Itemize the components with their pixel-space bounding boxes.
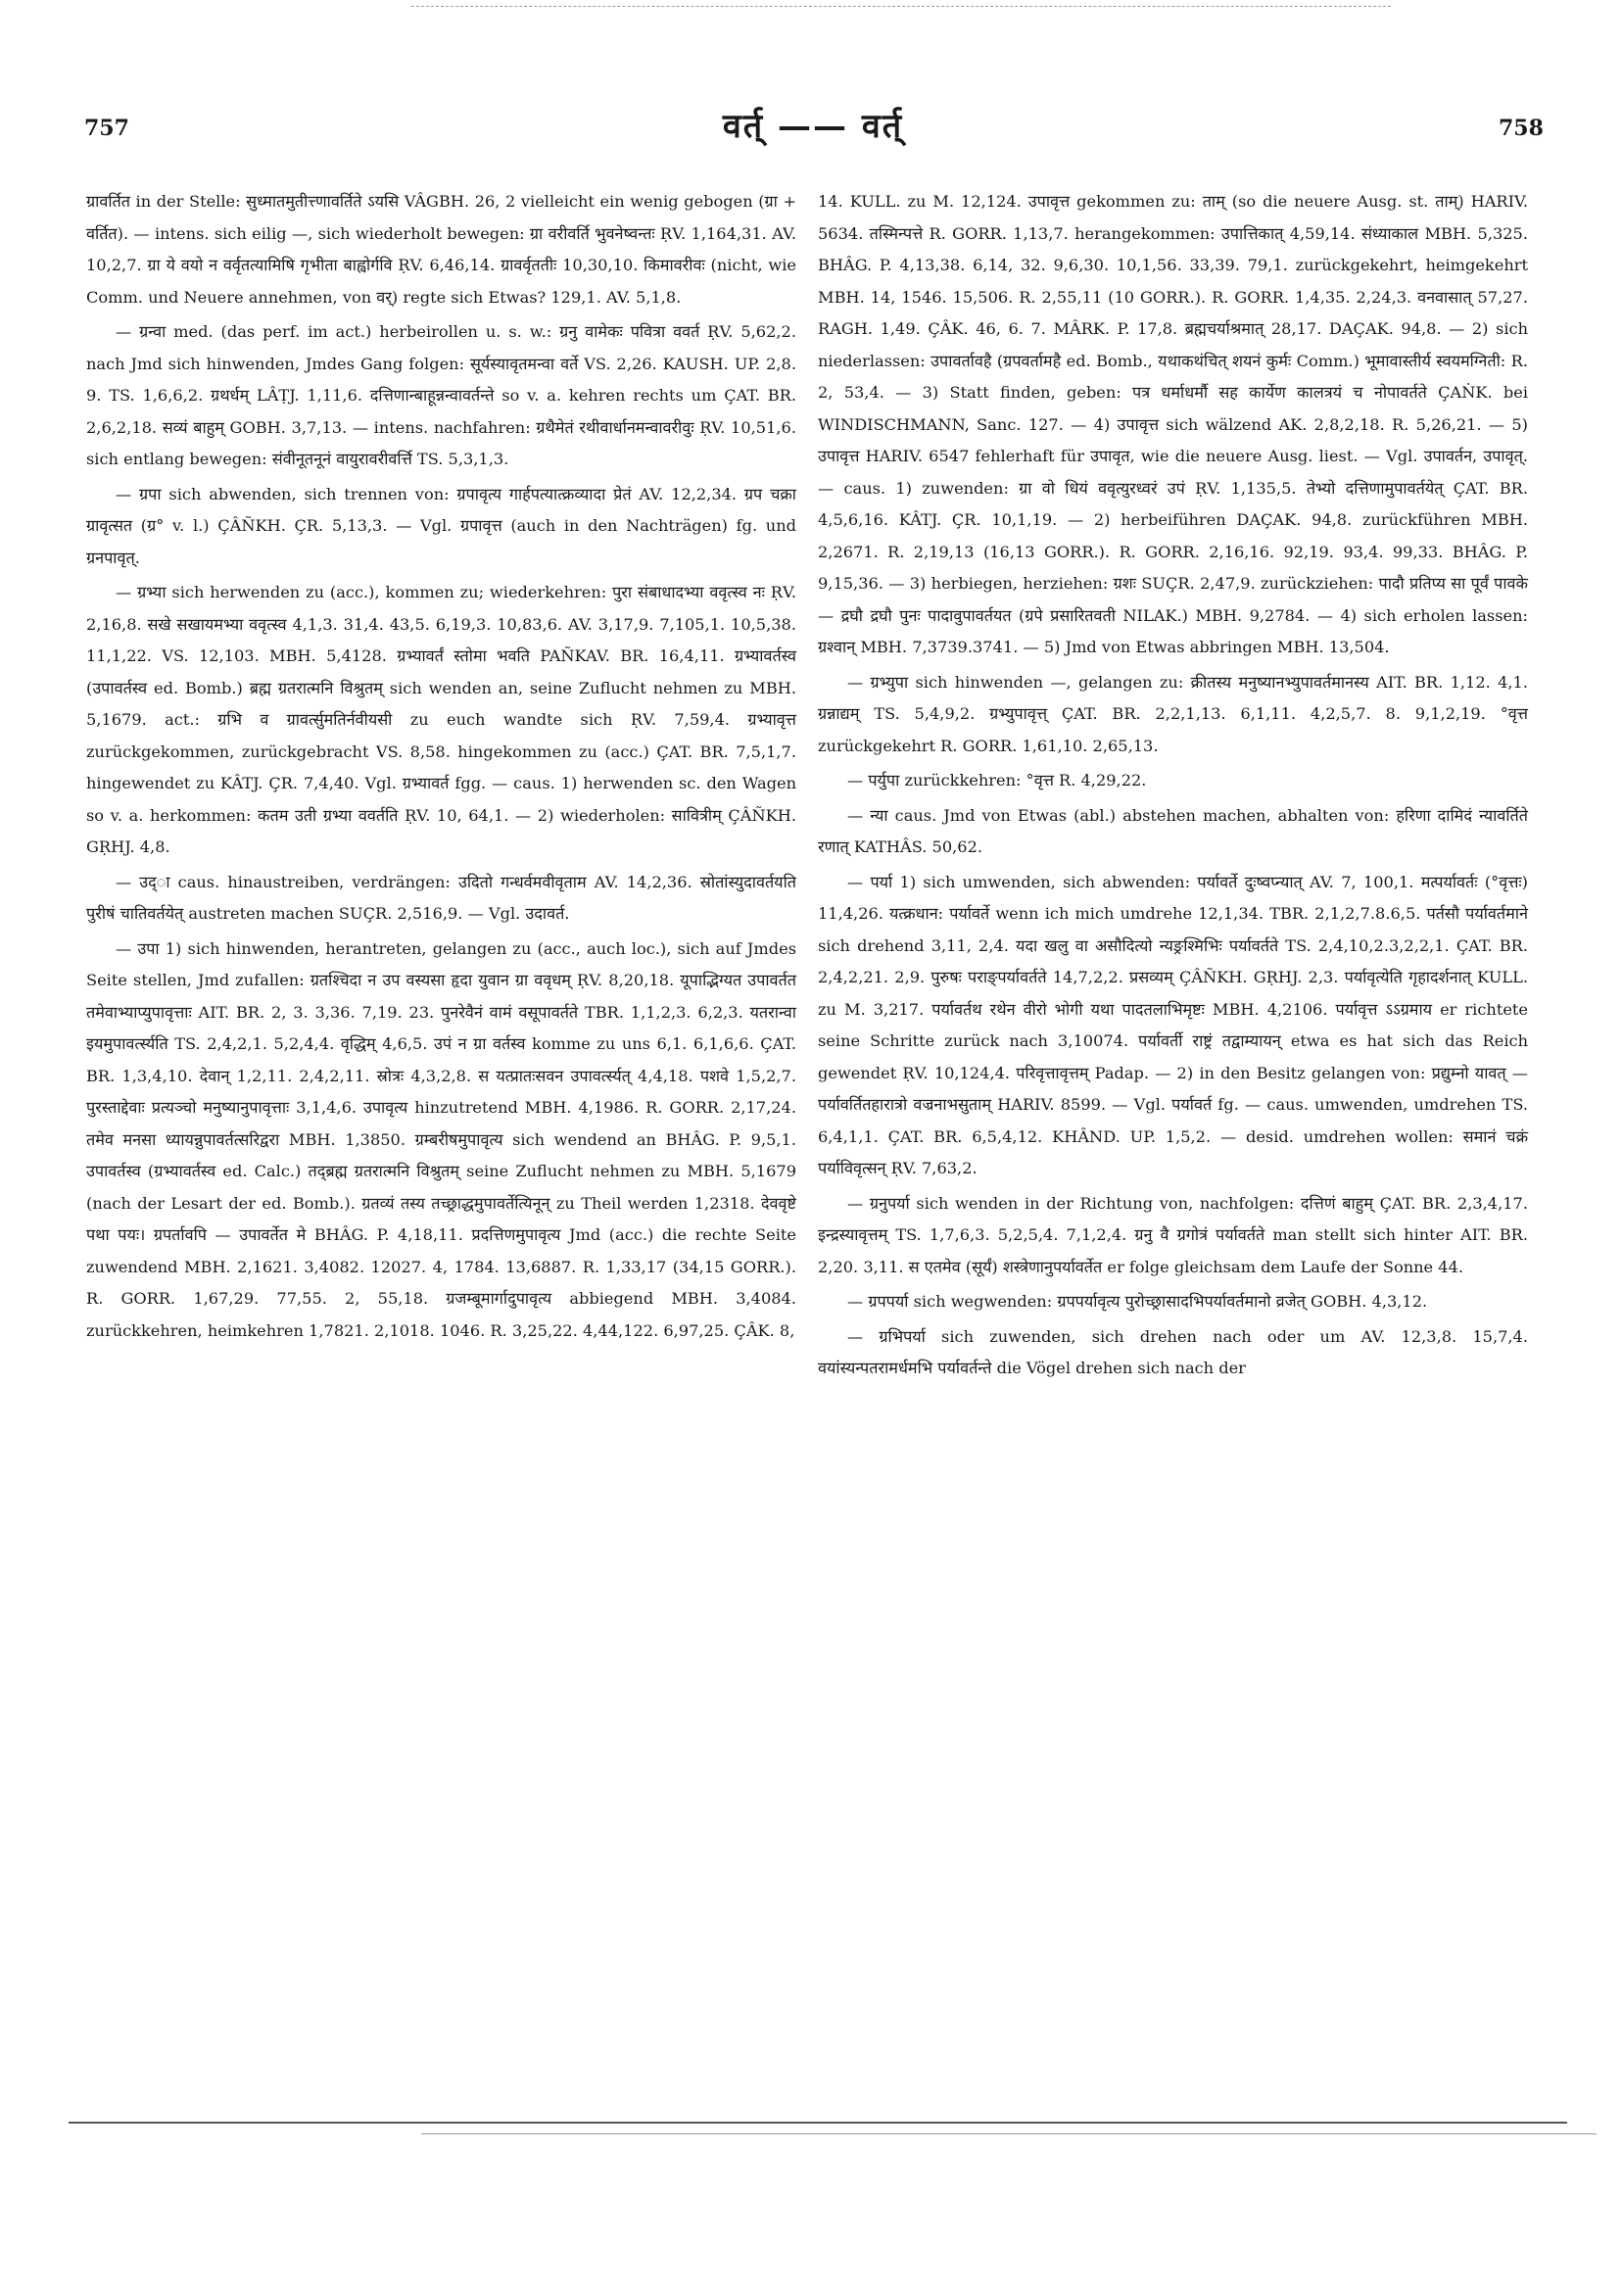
top-rule <box>411 6 1391 7</box>
entry-paragraph: — पर्युपा zurückkehren: °वृत्त R. 4,29,22. <box>847 771 1147 789</box>
right-column <box>818 186 1528 1388</box>
left-page-number: 757 <box>84 116 129 141</box>
entry-paragraph: — पर्या 1) sich umwenden, sich abwenden: पर्यावर्ते दुःष्वप्न्यात् AV. 7, 100,1. मत्पर्यावर्तः (°वृत्तः) 11,4,26. यत्क्रधान: पर्यावर्ते wenn ich mich umdrehe 12,1,34. TBR. 2,1,2,7.8.6,5. पर्तसौ पर्यावर्तमाने sich drehend 3,11, 2,4. यदा खलु वा असौदित्यो न्यङ्रश्मिभिः पर्यावर्तते TS. 2,4,10,2.3,2,2,1. ÇAT. BR. 2,4,2,21. 2,9. पुरुषः पराङ्पर्यावर्तते 14,7,2,2. प्रसव्यम् ÇÂÑKH. GṚHJ. 2,3. पर्यावृत्येति गृहादर्शनात् KULL. zu M. 3,217. पर्यावर्तथ रथेन वीरो भोगी यथा पादतलाभिमृष्टः MBH. 4,2106. पर्यावृत्त ऽऽग्रमाय er richtete seine Schritte zurück nach 3,10074. पर्यावर्ती राष्ट्रं तद्वाम्यायन् etwa es hat sich das Reich gewendet ṚV. 10,124,4. परिवृत्तावृत्तम् Padap. — 2) in den Besitz gelangen von: प्रद्युम्नो यावत् — पर्यावर्तितहारात्रो वज्रनाभसुताम् HARIV. 8599. — Vgl. पर्यावर्त fg. — caus. umwenden, umdrehen TS. 6,4,1,1. ÇAT. BR. 6,5,4,12. KHÂND. UP. 1,5,2. — desid. umdrehen wollen: समानं चक्रं पर्याविवृत्सन् ṚV. 7,63,2. <box>818 872 1528 1177</box>
entry-paragraph: — ग्रभ्या sich herwenden zu (acc.), kommen zu; wiederkehren: पुरा संबाधादभ्या ववृत्स्व नः ṚV. 2,16,8. सखे सखायमभ्या ववृत्स्व 4,1,3. 31,4. 43,5. 6,19,3. 10,83,6. AV. 3,17,9. 7,105,1. 10,5,38. 11,1,22. VS. 12,103. MBH. 5,4128. ग्रभ्यावर्तं स्तोमा भवति PAÑKAV. BR. 16,4,11. ग्रभ्यावर्तस्व (उपावर्तस्व ed. Bomb.) ब्रह्म ग्रतरात्मनि विश्रुतम् sich wenden an, seine Zuflucht nehmen zu MBH. 5,1679. act.: ग्रभि व ग्रावर्त्सुमतिर्नवीयसी zu euch wandte sich ṚV. 7,59,4. ग्रभ्यावृत्त zurückgekommen, zurückgebracht VS. 8,58. hingekommen zu (acc.) ÇAT. BR. 7,5,1,7. hingewendet zu KÂTJ. ÇR. 7,4,40. Vgl. ग्रभ्यावर्त fgg. — caus. 1) herwenden sc. den Wagen so v. a. herkommen: कतम उती ग्रभ्या ववर्तति ṚV. 10, 64,1. — 2) wiederholen: सावित्रीम् ÇÂÑKH. GṚHJ. 4,8. <box>86 583 796 856</box>
entry-paragraph: ग्रावर्तित in der Stelle: सुध्मातमुतीत्त्णावर्तिते ऽयसि VÂGBH. 26, 2 vielleicht ein wenig gebogen (ग्रा + वर्तित). — intens. sich eilig —, sich wiederholt bewegen: ग्रा वरीवर्ति भुवनेष्वन्तः ṚV. 1,164,31. AV. 10,2,7. ग्रा ये वयो न वर्वृतत्यामिषि गृभीता बाह्वोर्गवि ṚV. 6,46,14. ग्रावर्वृततीः 10,30,10. किमावरीवः (nicht, wie Comm. und Neuere annehmen, von वर्) regte sich Etwas? 129,1. AV. 5,1,8. <box>86 192 796 307</box>
entry-paragraph: — न्या caus. Jmd von Etwas (abl.) abstehen machen, abhalten von: हरिणा दामिदं न्यावर्तिते रणात् KATHÂS. 50,62. <box>818 805 1528 856</box>
page-header: वर्त् —— वर्त् <box>722 107 904 146</box>
right-page-number: 758 <box>1499 116 1544 141</box>
entry-paragraph: — ग्रभिपर्या sich zuwenden, sich drehen nach oder um AV. 12,3,8. 15,7,4. वयांस्यन्पतरामर्धमभि पर्यावर्तन्ते die Vögel drehen sich nach der <box>818 1326 1528 1377</box>
entry-paragraph: — ग्रन्वा med. (das perf. im act.) herbeirollen u. s. w.: ग्रनु वामेकः पवित्रा ववर्त ṚV. 5,62,2. nach Jmd sich hinwenden, Jmdes Gang folgen: सूर्यस्यावृतमन्वा वर्ते VS. 2,26. KAUSH. UP. 2,8. 9. TS. 1,6,6,2. ग्रथर्धम् LÂṬJ. 1,11,6. दत्तिणान्बाहून्नन्वावर्तन्ते so v. a. kehren rechts um ÇAT. BR. 2,6,2,18. सव्यं बाहुम् GOBH. 3,7,13. — intens. nachfahren: ग्रथैमेतं रथीवार्धानमन्वावरीवुः ṚV. 10,51,6. sich entlang bewegen: संवीनूतनूनं वायुरावरीवर्त्ति TS. 5,3,1,3. <box>86 322 796 468</box>
bottom-rule-thin <box>421 2133 1597 2134</box>
entry-paragraph: — उद्ा caus. hinaustreiben, verdrängen: उदितो गन्धर्वमवीवृताम AV. 14,2,36. स्रोतांस्युदावर्तयति पुरीषं चातिवर्तयेत् austreten machen SUÇR. 2,516,9. — Vgl. उदावर्त. <box>86 872 796 923</box>
entry-paragraph: 14. KULL. zu M. 12,124. उपावृत्त gekommen zu: ताम् (so die neuere Ausg. st. ताम्) HARIV. 5634. तस्मिन्पत्ते R. GORR. 1,13,7. herangekommen: उपात्तिकात् 4,59,14. संध्याकाल MBH. 5,325. BHÂG. P. 4,13,38. 6,14, 32. 9,6,30. 10,1,56. 33,39. 79,1. zurückgekehrt, heimgekehrt MBH. 14, 1546. 15,506. R. 2,55,11 (10 GORR.). R. GORR. 1,4,35. 2,24,3. वनवासात् 57,27. RAGH. 1,49. ÇÂK. 46, 6. 7. MÂRK. P. 17,8. ब्रह्मचर्याश्रमात् 28,17. DAÇAK. 94,8. — 2) sich niederlassen: उपावर्तावहै (ग्रपवर्तामहै ed. Bomb., यथाकथंचित् शयनं कुर्मः Comm.) भूमावास्तीर्य स्वयमग्निती: R. 2, 53,4. — 3) Statt finden, geben: पत्र धर्माधर्मौ सह कार्येण कालत्रयं च नोपावर्तते ÇAṄK. bei WINDISCHMANN, Sanc. 127. — 4) उपावृत्त sich wälzend AK. 2,8,2,18. R. 5,26,21. — 5) उपावृत्त HARIV. 6547 fehlerhaft für उपावृत, wie die neuere Ausg. liest. — Vgl. उपावर्तन, उपावृत्. — caus. 1) zuwenden: ग्रा वो धियं ववृत्युरध्वरं उपं ṚV. 1,135,5. तेभ्यो दत्तिणामुपावर्तयेत् ÇAT. BR. 4,5,6,16. KÂTJ. ÇR. 10,1,19. — 2) herbeiführen DAÇAK. 94,8. zurückführen MBH. 2,2671. R. 2,19,13 (16,13 GORR.). R. GORR. 2,16,16. 92,19. 93,4. 99,33. BHÂG. P. 9,15,36. — 3) herbiegen, herziehen: ग्रशः SUÇR. 2,47,9. zurückziehen: पादौ प्रतिप्य सा पूर्वं पावके — द्रघौ द्रघौ पुनः पादावुपावर्तयत (ग्रपे प्रसारितवती NILAK.) MBH. 9,2784. — 4) sich erholen lassen: ग्रश्वान् MBH. 7,3739.3741. — 5) Jmd von Etwas abbringen MBH. 13,504. <box>818 192 1528 656</box>
entry-paragraph: — ग्रभ्युपा sich hinwenden —, gelangen zu: क्रीतस्य मनुष्यानभ्युपावर्तमानस्य AIT. BR. 1,12. 4,1. ग्रन्नाद्यम् TS. 5,4,9,2. ग्रभ्युपावृत्त् ÇAT. BR. 2,2,1,13. 6,1,11. 4,2,5,7. 8. 9,1,2,19. °वृत्त zurückgekehrt R. GORR. 1,61,10. 2,65,13. <box>818 672 1528 755</box>
left-column <box>86 186 796 1350</box>
bottom-rule <box>69 2122 1567 2124</box>
entry-paragraph: — ग्रनुपर्या sich wenden in der Richtung von, nachfolgen: दत्तिणं बाहुम् ÇAT. BR. 2,3,4,17. इन्द्रस्यावृत्तम् TS. 1,7,6,3. 5,2,5,4. 7,1,2,4. ग्रनु वै ग्रगोत्रं पर्यावर्तते man stellt sich hinter AIT. BR. 2,20. 3,11. स एतमेव (सूर्यं) शस्त्रेणानुपर्यावर्तेत er folge gleichsam dem Laufe der Sonne 44. <box>818 1193 1528 1276</box>
entry-paragraph: — ग्रपपर्या sich wegwenden: ग्रपपर्यावृत्य पुरोच्छ्रासादभिपर्यावर्तमानो व्रजेत् GOBH. 4,3,12. <box>847 1292 1428 1311</box>
entry-paragraph: — उपा 1) sich hinwenden, herantreten, gelangen zu (acc., auch loc.), sich auf Jmdes Seite stellen, Jmd zufallen: ग्रतश्चिदा न उप वस्यसा हृदा युवान ग्रा ववृधम् ṚV. 8,20,18. यूपाद्भिग्यत उपावर्तत तमेवाभ्याप्युपावृत्ताः AIT. BR. 2, 3. 3,36. 7,19. 23. पुनरेवैनं वामं वसूपावर्तते TBR. 1,1,2,3. 6,2,3. यतरान्वा इयमुपावर्त्स्यति TS. 2,4,2,1. 5,2,4,4. वृद्धिम् 4,6,5. उपं न ग्रा वर्तस्व komme zu uns 6,1. 6,1,6,6. ÇAT. BR. 1,3,4,10. देवान् 1,2,11. 2,4,2,11. स्रोत्रः 4,3,2,8. स यत्प्रातःसवन उपावर्त्स्यत् 4,4,18. पशवे 1,5,2,7. पुरस्ताद्देवाः प्रत्यञ्चो मनुष्यानुपावृत्ताः 3,1,4,6. उपावृत्य hinzutretend MBH. 4,1986. R. GORR. 2,17,24. तमेव मनसा ध्यायन्नुपावर्तत्सरिद्वरा MBH. 1,3850. ग्रम्बरीषमुपावृत्य sich wendend an BHÂG. P. 9,5,1. उपावर्तस्व (ग्रभ्यावर्तस्व ed. Calc.) तद्ब्रह्म ग्रतरात्मनि विश्रुतम् seine Zuflucht nehmen zu MBH. 5,1679 (nach der Lesart der ed. Bomb.). ग्रतव्यं तस्य तच्छ्राद्धमुपावर्तेत्यिनून् zu Theil werden 1,2318. देववृष्टे पथा पयः। ग्रपर्तावपि — उपावर्तेत मे BHÂG. P. 4,18,11. प्रदत्तिणमुपावृत्य Jmd (acc.) die rechte Seite zuwendend MBH. 2,1621. 3,4082. 12027. 4, 1784. 13,6887. R. 1,33,17 (34,15 GORR.). R. GORR. 1,67,29. 77,55. 2, 55,18. ग्रजम्बूमार्गादुपावृत्य abbiegend MBH. 3,4084. zurückkehren, heimkehren 1,7821. 2,1018. 1046. R. 3,25,22. 4,44,122. 6,97,25. ÇÂK. 8, <box>86 938 796 1340</box>
entry-paragraph: — ग्रपा sich abwenden, sich trennen von: ग्रपावृत्य गार्हपत्यात्क्रव्यादा प्रेतं AV. 12,2,34. ग्रप चक्रा ग्रावृत्सत (ग्र° v. l.) ÇÂÑKH. ÇR. 5,13,3. — Vgl. ग्रपावृत्त (auch in den Nachträgen) fg. und ग्रनपावृत्. <box>86 484 796 567</box>
